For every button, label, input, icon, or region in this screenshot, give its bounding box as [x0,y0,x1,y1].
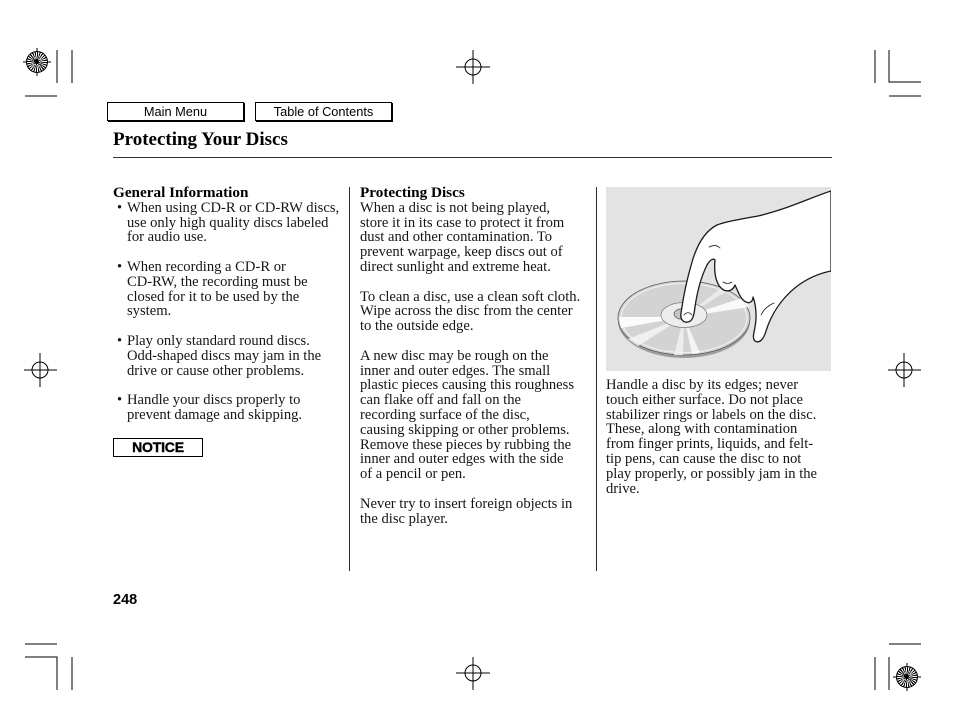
registration-target-icon [26,51,48,73]
figure-caption: Handle a disc by its edges; never touch either surface. Do not place stabilizer rings or labels on the disc. These, along with contamination from finger prints, liquids, and felt- tip pens, can cause the disc to not play properly, or possibly jam in the drive. [606,377,818,497]
table-of-contents-button[interactable]: Table of Contents [255,102,392,121]
main-menu-button[interactable]: Main Menu [107,102,244,121]
general-information-section [113,186,347,438]
registration-target-icon [896,666,918,688]
protecting-discs-section [360,186,594,541]
bullet-symbol: • [117,332,123,349]
bullet-symbol: • [117,392,123,409]
paragraph: Never try to insert foreign objects in the disc player. [360,495,573,527]
crop-mark-top-right [875,50,921,96]
bullet-text: When using CD-R or CD-RW discs, use only high quality discs labeled for audio use. [127,199,340,246]
disc-handling-illustration [606,187,831,371]
notice-label[interactable]: NOTICE [113,438,203,457]
bullet-symbol: • [117,199,123,216]
bullet-item [113,393,347,423]
disc-handling-section [606,378,832,511]
column-divider [596,187,597,571]
page-number: 248 [113,592,138,608]
bullet-item [113,260,347,319]
bullet-symbol: • [117,258,123,275]
crosshair-top-center [456,50,490,84]
section-heading: General Information [113,184,249,201]
section-heading: Protecting Discs [360,184,465,201]
bullet-text: Play only standard round discs. Odd-shaped discs may jam in the drive or cause other problems. [127,332,322,379]
bullet-text: Handle your discs properly to prevent damage and skipping. [127,392,303,423]
crosshair-left-middle [24,353,57,387]
bullet-item [113,334,347,378]
column-divider [349,187,350,571]
paragraph: When a disc is not being played, store it in its case to protect it from dust and other contamination. To prevent warpage, keep discs out of direct sunlight and extreme heat. [360,199,565,275]
paragraph: To clean a disc, use a clean soft cloth. Wipe across the disc from the center to the outside edge. [360,288,581,335]
bullet-text: When recording a CD-R or CD-RW, the recording must be closed for it to be used by the system. [127,258,308,320]
crosshair-bottom-center [456,657,490,690]
paragraph: A new disc may be rough on the inner and outer edges. The small plastic pieces causing this roughness can flake off and fall on the recording surface of the disc, causing skipping or other problems. Remove these pieces by rubbing the inner and outer edges with the side of a pencil or pen. [360,347,574,483]
page-title: Protecting Your Discs [113,129,288,150]
crosshair-right-middle [888,353,921,387]
title-divider [113,157,832,158]
crop-mark-bottom-left [25,644,72,690]
bullet-item [113,201,347,245]
